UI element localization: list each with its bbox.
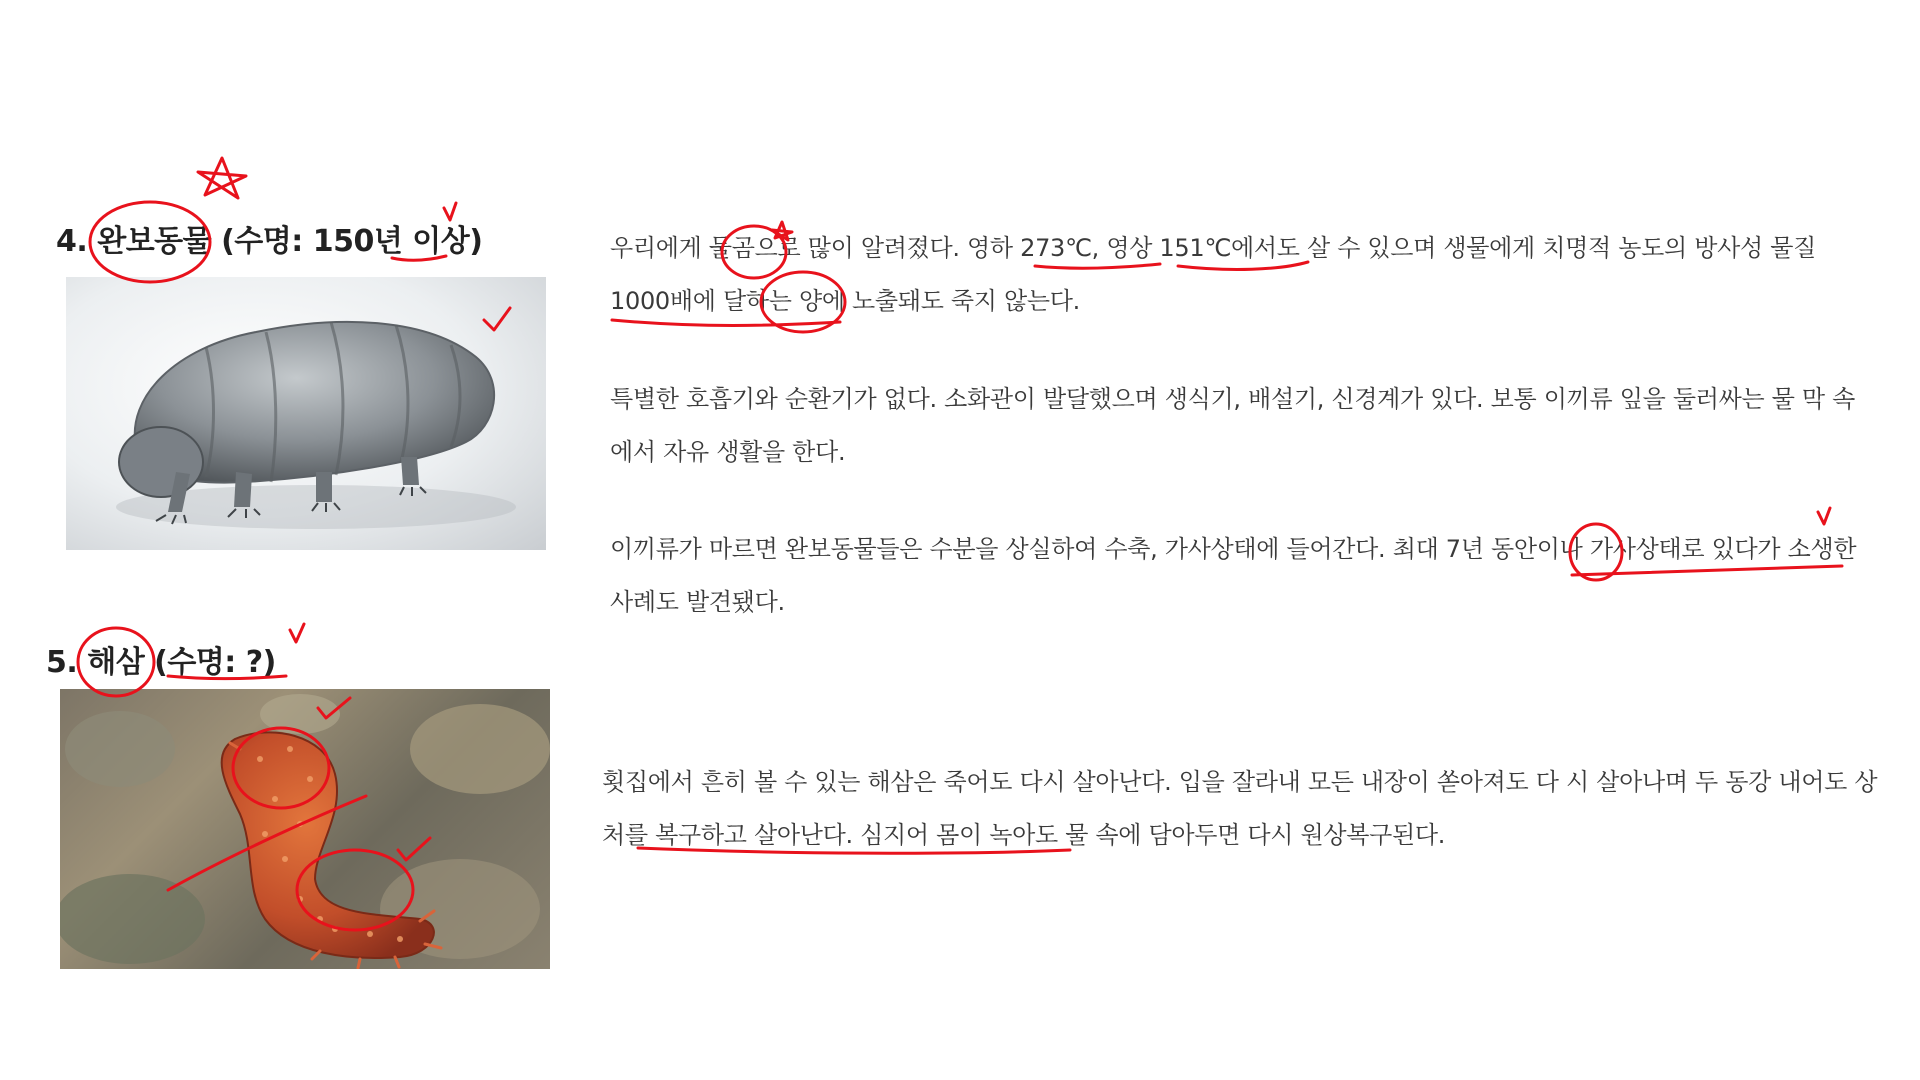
- tardigrade-paragraph-3: 이끼류가 마르면 완보동물들은 수분을 상실하여 수축, 가사상태에 들어간다. 최대 7년 동안이나 가사상태로 있다가 소생한 사례도 발견됐다.: [610, 535, 1857, 616]
- sea-cucumber-photo: [60, 689, 550, 969]
- check-annotation-7years: [1818, 508, 1830, 524]
- sea-cucumber-illustration: [60, 689, 550, 969]
- sea-cucumber-heading: 5. 해삼 (수명: ?): [46, 645, 276, 680]
- tardigrade-heading: 4. 완보동물 (수명: 150년 이상): [56, 224, 483, 259]
- tardigrade-paragraph-1: 우리에게 물곰으로 많이 알려졌다. 영하 273℃, 영상 151℃에서도 살 수 있으며 생물에게 치명적 농도의 방사성 물질 1000배에 달하는 양에 노출돼도 죽지 않는다.: [610, 234, 1816, 315]
- check-annotation-seacucumber-lifespan: [290, 624, 304, 642]
- tardigrade-paragraph-2: 특별한 호흡기와 순환기가 없다. 소화관이 발달했으며 생식기, 배설기, 신경계가 있다. 보통 이끼류 잎을 둘러싸는 물 막 속에서 자유 생활을 한다.: [610, 385, 1856, 466]
- tardigrade-photo: [66, 277, 546, 550]
- sea-cucumber-paragraph: 횟집에서 흔히 볼 수 있는 해삼은 죽어도 다시 살아난다. 입을 잘라내 모든 내장이 쏟아져도 다 시 살아나며 두 동강 내어도 상처를 복구하고 살아난다. 심지어 몸이 녹아도 물 속에 담아두면 다시 원상복구된다.: [602, 768, 1878, 849]
- star-annotation: [198, 158, 246, 198]
- tardigrade-illustration: [66, 277, 546, 550]
